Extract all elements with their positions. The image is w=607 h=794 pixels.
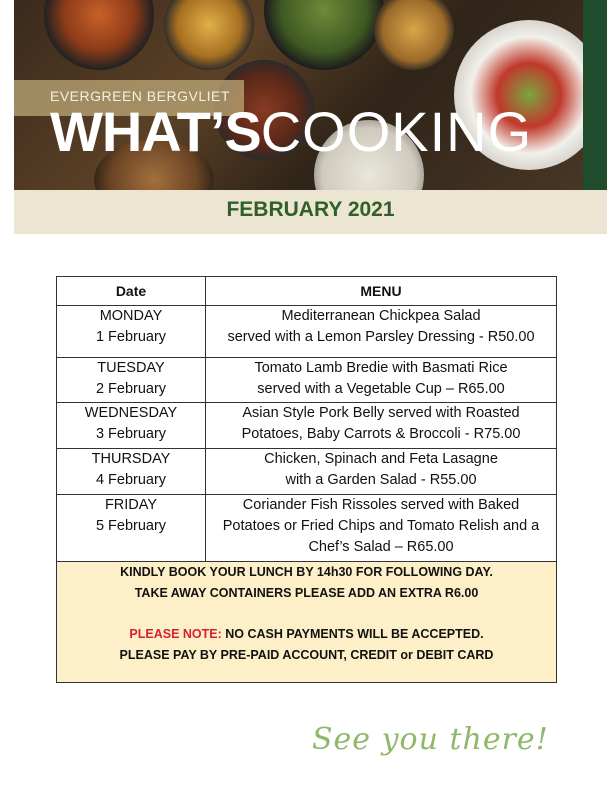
menu-line: Chef’s Salad – R65.00 <box>308 539 454 555</box>
menu-cell <box>206 495 557 562</box>
day-date: 3 February <box>95 426 167 442</box>
menu-cell <box>206 306 557 358</box>
day-name: FRIDAY <box>104 497 158 513</box>
menu-line: Chicken, Spinach and Feta Lasagne <box>264 451 498 467</box>
menu-line: Potatoes or Fried Chips and Tomato Relish and a <box>222 518 540 534</box>
table-row <box>57 495 557 562</box>
day-date: 5 February <box>95 518 167 534</box>
date-cell <box>57 449 206 495</box>
note-label: PLEASE NOTE: <box>129 627 222 641</box>
notice-cell <box>57 562 557 683</box>
brand-name: EVERGREEN BERGVLIET <box>50 88 230 104</box>
signoff-text: See you there! <box>312 722 549 757</box>
table-row <box>57 403 557 449</box>
day-date: 4 February <box>95 472 167 488</box>
food-plate-image <box>44 0 154 70</box>
note-text: NO CASH PAYMENTS WILL BE ACCEPTED. <box>221 627 484 641</box>
day-name: TUESDAY <box>97 360 165 376</box>
booking-notice: KINDLY BOOK YOUR LUNCH BY 14h30 FOR FOLLOWING DAY. <box>120 565 493 579</box>
brand-title-bold: WHAT’S <box>50 100 261 163</box>
brand-title-light: COOKING <box>260 100 533 163</box>
menu-line: served with a Lemon Parsley Dressing - R50.00 <box>227 329 535 345</box>
food-plate-image <box>264 0 384 70</box>
spacer <box>57 604 556 624</box>
day-name: WEDNESDAY <box>84 405 178 421</box>
menu-cell <box>206 403 557 449</box>
month-band <box>14 190 607 234</box>
menu-table <box>56 276 557 683</box>
day-date: 2 February <box>95 381 167 397</box>
food-plate-image <box>164 0 254 70</box>
menu-line: Mediterranean Chickpea Salad <box>281 308 481 324</box>
date-cell <box>57 306 206 358</box>
menu-line: Coriander Fish Rissoles served with Baked <box>242 497 520 513</box>
table-row <box>57 306 557 358</box>
payment-notice <box>57 624 556 645</box>
menu-line: Potatoes, Baby Carrots & Broccoli - R75.00 <box>241 426 521 442</box>
menu-line: Tomato Lamb Bredie with Basmati Rice <box>254 360 508 376</box>
table-row <box>57 358 557 403</box>
date-cell <box>57 403 206 449</box>
menu-line: with a Garden Salad - R55.00 <box>285 472 477 488</box>
header-date: Date <box>57 277 206 306</box>
header-banner <box>14 0 607 190</box>
notice-row <box>57 562 557 683</box>
menu-cell <box>206 449 557 495</box>
table-row <box>57 449 557 495</box>
header-menu: MENU <box>206 277 557 306</box>
green-side-bar <box>583 0 607 190</box>
month-title: FEBRUARY 2021 <box>226 198 395 221</box>
payment-methods: PLEASE PAY BY PRE-PAID ACCOUNT, CREDIT or DEBIT CARD <box>119 648 494 662</box>
brand-title <box>50 100 533 163</box>
date-cell <box>57 358 206 403</box>
menu-cell <box>206 358 557 403</box>
day-date: 1 February <box>95 329 167 345</box>
date-cell <box>57 495 206 562</box>
food-plate-image <box>374 0 454 70</box>
table-header-row <box>57 277 557 306</box>
takeaway-notice: TAKE AWAY CONTAINERS PLEASE ADD AN EXTRA R6.00 <box>134 586 479 600</box>
menu-line: Asian Style Pork Belly served with Roasted <box>242 405 520 421</box>
day-name: MONDAY <box>99 308 163 324</box>
day-name: THURSDAY <box>91 451 171 467</box>
menu-line: served with a Vegetable Cup – R65.00 <box>257 381 505 397</box>
